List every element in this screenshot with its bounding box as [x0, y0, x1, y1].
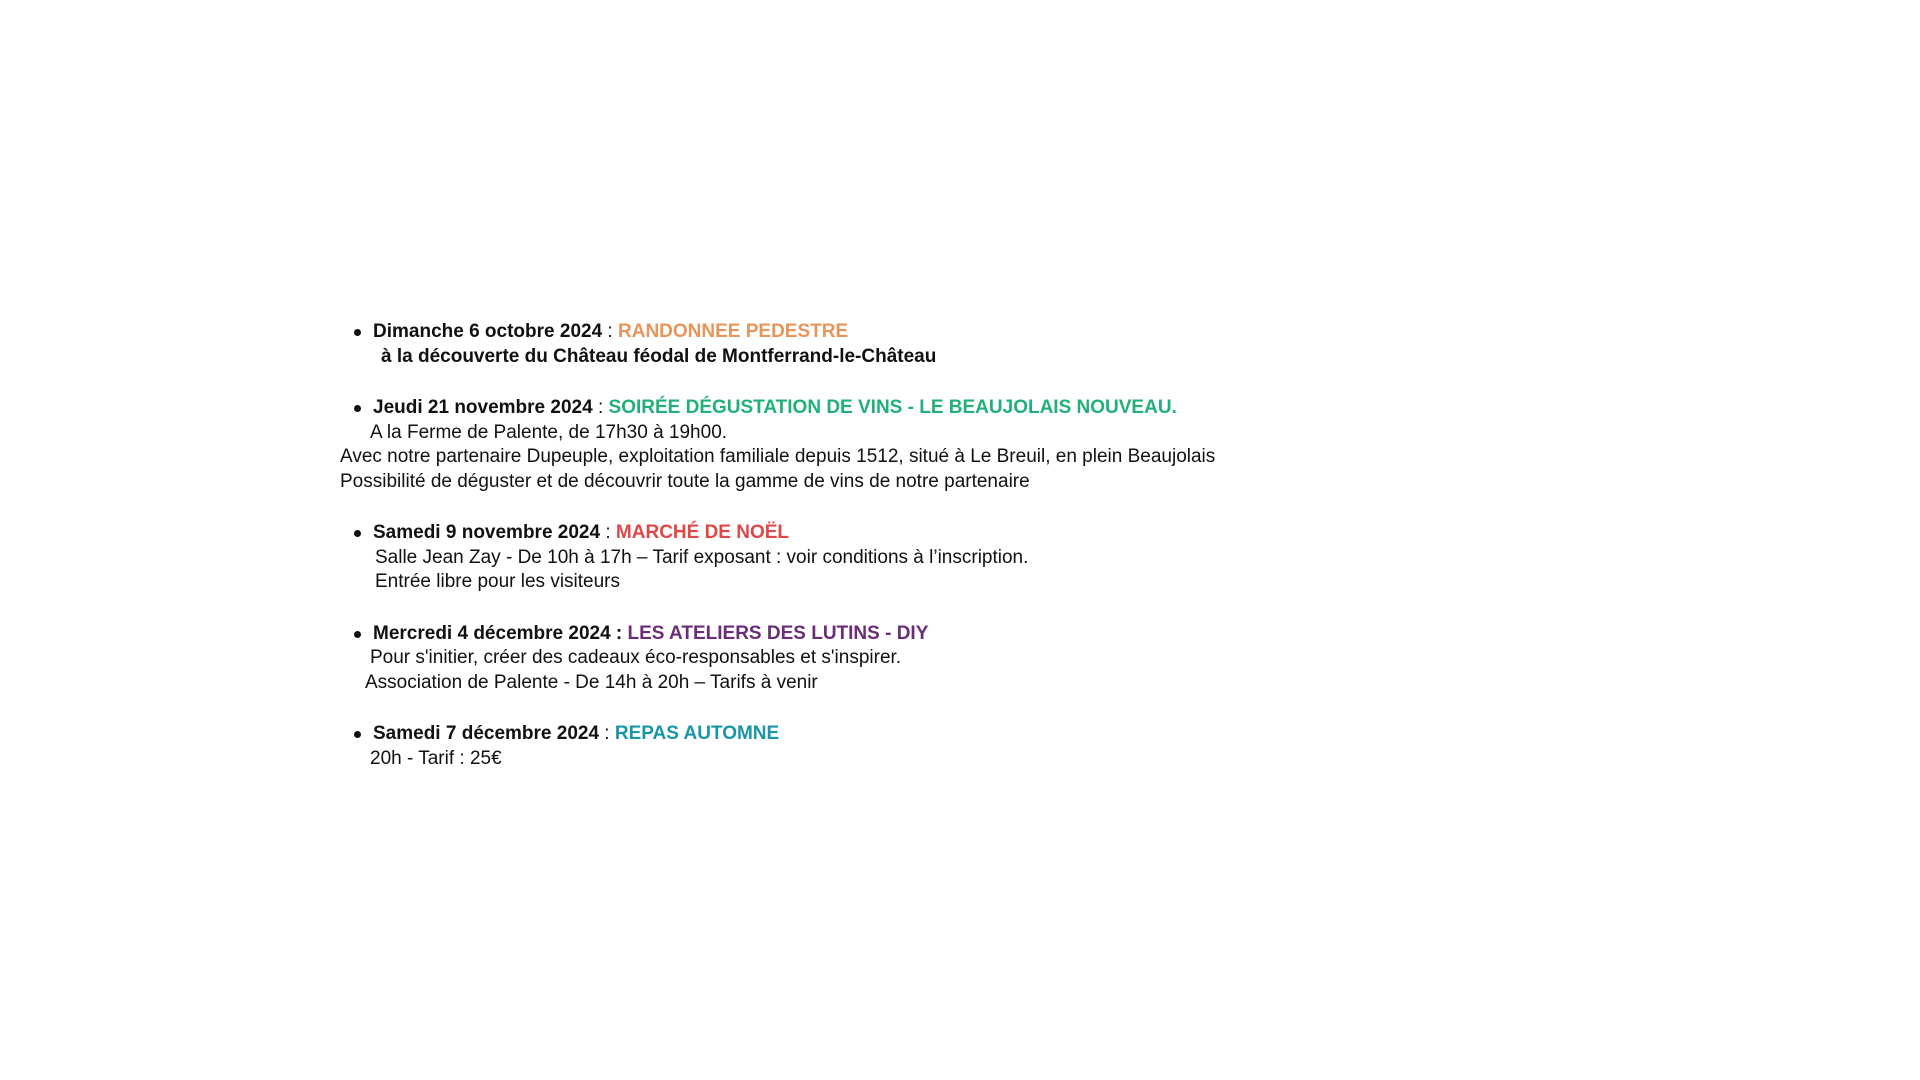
- event-title: LES ATELIERS DES LUTINS - DIY: [627, 622, 929, 644]
- event-separator: :: [610, 622, 628, 644]
- event-heading: [340, 396, 1440, 421]
- event-heading: [340, 722, 1440, 747]
- event-detail: 20h - Tarif : 25€: [370, 747, 502, 769]
- event-item: [340, 622, 1440, 696]
- event-date: Dimanche 6 octobre 2024: [373, 321, 603, 342]
- event-heading: [340, 320, 1440, 345]
- event-detail: Pour s'initier, créer des cadeaux éco-responsables et s'inspirer.: [370, 647, 902, 668]
- event-date: Samedi 9 novembre 2024: [373, 522, 601, 543]
- bullet-icon: [354, 631, 361, 638]
- event-item: [340, 396, 1440, 494]
- event-separator: :: [592, 397, 609, 418]
- event-title: MARCHÉ DE NOËL: [615, 522, 790, 543]
- event-heading: [340, 521, 1440, 546]
- event-item: [340, 722, 1440, 771]
- bullet-icon: [354, 731, 361, 738]
- event-detail: Entrée libre pour les visiteurs: [375, 571, 620, 592]
- event-title: REPAS AUTOMNE: [614, 723, 780, 744]
- event-separator: :: [600, 522, 616, 543]
- event-detail: à la découverte du Château féodal de Montferrand-le-Château: [381, 345, 937, 367]
- bullet-icon: [354, 530, 361, 537]
- event-separator: :: [602, 321, 618, 342]
- bullet-icon: [354, 405, 361, 412]
- bullet-icon: [354, 329, 361, 336]
- event-title: SOIRÉE DÉGUSTATION DE VINS - LE BEAUJOLAIS NOUVEAU.: [608, 397, 1177, 418]
- event-detail: A la Ferme de Palente, de 17h30 à 19h00.: [370, 421, 728, 443]
- event-title: RANDONNEE PEDESTRE: [618, 321, 849, 342]
- event-date: Mercredi 4 décembre 2024: [373, 622, 611, 644]
- event-date: Samedi 7 décembre 2024: [373, 723, 600, 744]
- event-detail: Possibilité de déguster et de découvrir toute la gamme de vins de notre partenaire: [340, 470, 1030, 492]
- event-separator: :: [599, 723, 615, 744]
- event-item: [340, 521, 1440, 595]
- event-detail: Association de Palente - De 14h à 20h – Tarifs à venir: [365, 671, 818, 693]
- event-date: Jeudi 21 novembre 2024: [373, 397, 593, 418]
- event-item: [340, 320, 1440, 369]
- event-heading: [340, 622, 1440, 647]
- event-detail: Avec notre partenaire Dupeuple, exploitation familiale depuis 1512, situé à Le Breuil, en plein Beaujolais: [340, 446, 1216, 467]
- event-detail: Salle Jean Zay - De 10h à 17h – Tarif exposant : voir conditions à l’inscription.: [375, 546, 1029, 568]
- events-list: [340, 320, 1440, 771]
